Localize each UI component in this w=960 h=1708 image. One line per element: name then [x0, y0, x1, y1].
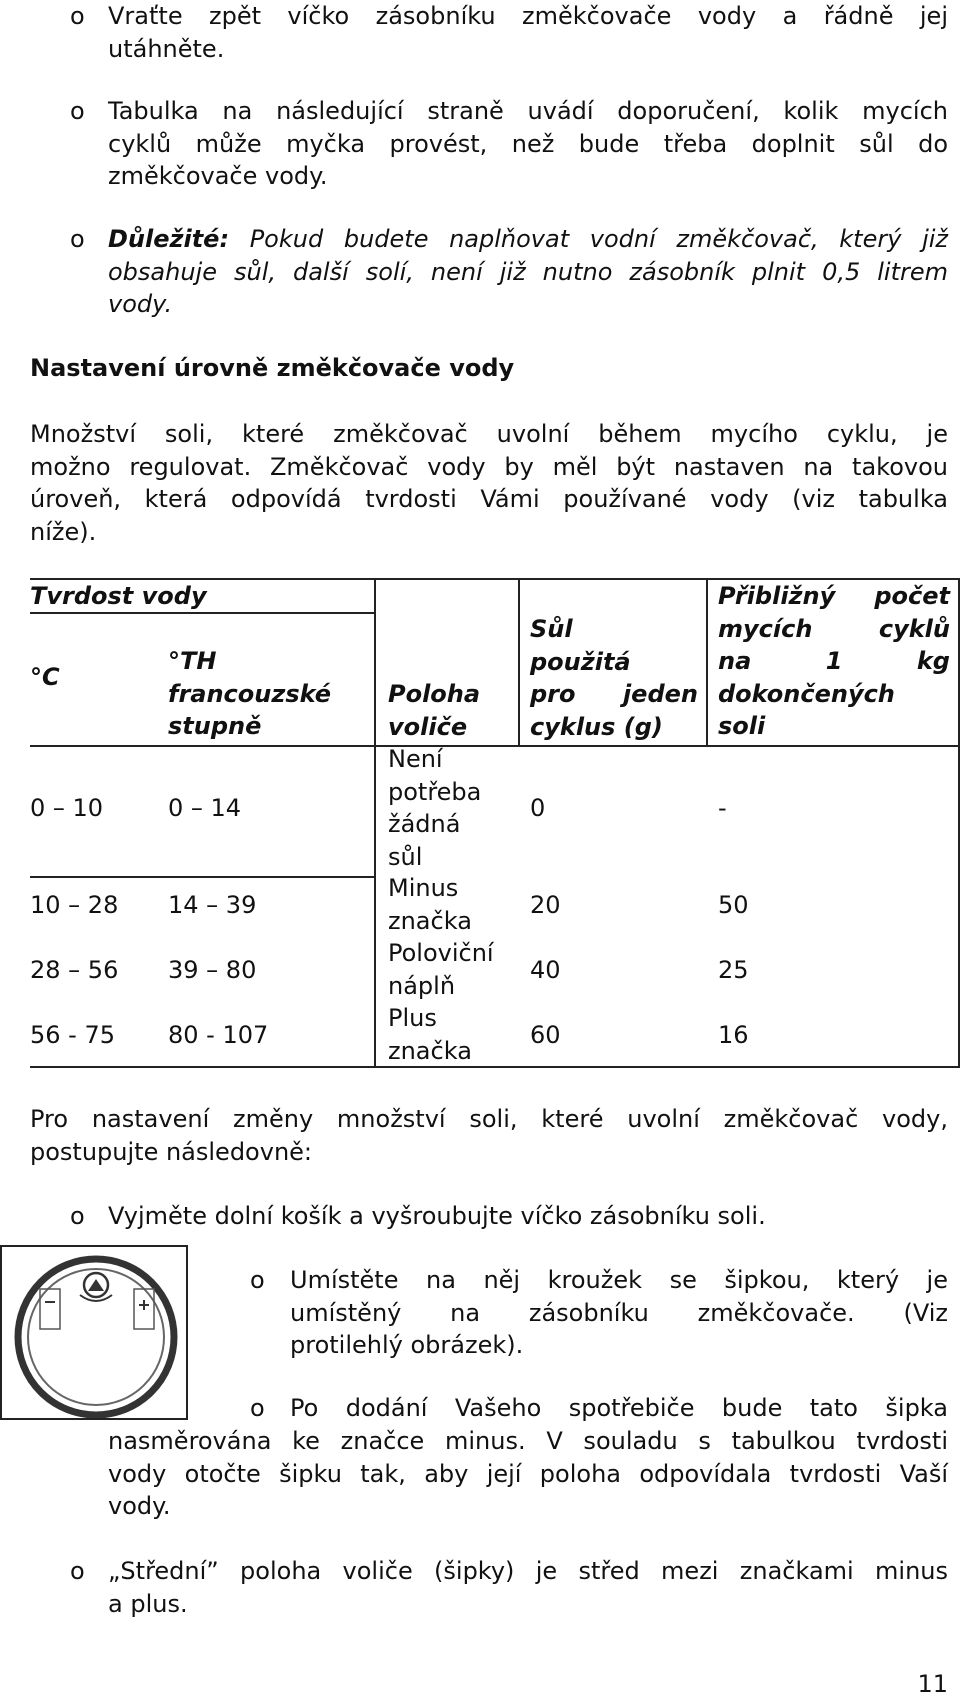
- bullet-place-ring: [290, 1264, 948, 1362]
- text-line: možno regulovat. Změkčovač vody by měl být nastaven na takovou: [30, 452, 948, 481]
- header-line: voliče: [388, 712, 468, 741]
- cell-cycles: 50: [718, 891, 749, 919]
- cell-selector-position: [388, 743, 481, 873]
- bullet-arrow-direction-continued: [108, 1425, 948, 1523]
- text-line: Vraťte zpět víčko zásobníku změkčovače vody a řádně jej: [108, 2, 948, 30]
- cell-salt-used: 60: [530, 1021, 561, 1049]
- header-line: francouzské: [168, 679, 331, 708]
- text-line: postupujte následovně:: [30, 1137, 312, 1166]
- text-line: Po dodání Vašeho spotřebiče bude tato šipka: [290, 1394, 948, 1422]
- cell-line: náplň: [388, 971, 456, 1000]
- text-line: Tabulka na následující straně uvádí doporučení, kolik mycích: [108, 97, 948, 125]
- cell-line: Minus: [388, 874, 459, 902]
- table-line: [706, 578, 708, 746]
- text-line: vody.: [108, 1492, 171, 1520]
- after-table-paragraph: [30, 1103, 948, 1168]
- text-line: Umístěte na něj kroužek se šipkou, který je: [290, 1266, 948, 1294]
- table-line: [518, 578, 520, 746]
- cell-line: Není: [388, 745, 443, 773]
- cell-cycles: 25: [718, 956, 749, 984]
- header-line: Sůl: [530, 615, 573, 643]
- text-line: „Střední” poloha voliče (šipky) je střed mezi značkami minus: [108, 1557, 948, 1585]
- text-line: protilehlý obrázek).: [290, 1331, 524, 1359]
- text-line: Množství soli, které změkčovač uvolní během mycího cyklu, je: [30, 420, 948, 448]
- bullet-remove-basket: Vyjměte dolní košík a vyšroubujte víčko zásobníku soli.: [108, 1202, 766, 1230]
- cell-cycles: 16: [718, 1021, 749, 1049]
- header-selector-position: [388, 678, 480, 743]
- section-heading: Nastavení úrovně změkčovače vody: [30, 354, 515, 382]
- header-line: soli: [718, 712, 766, 740]
- bullet-marker: o: [70, 2, 85, 30]
- cell-french-degrees: 39 – 80: [168, 956, 257, 984]
- bullet-marker: o: [250, 1266, 265, 1294]
- important-label: Důležité:: [108, 225, 230, 253]
- cell-salt-used: 20: [530, 891, 561, 919]
- cell-line: Plus: [388, 1004, 437, 1032]
- bullet-middle-position: [108, 1555, 948, 1620]
- header-line: stupně: [168, 712, 262, 740]
- header-line: cyklus (g): [530, 712, 663, 741]
- bullet-marker: o: [70, 97, 85, 125]
- cell-french-degrees: 80 - 107: [168, 1021, 269, 1049]
- bullet-marker: o: [70, 1202, 85, 1230]
- text-line: obsahuje sůl, další solí, není již nutno zásobník plnit 0,5 litrem: [108, 257, 948, 286]
- header-french-degrees: [168, 645, 331, 743]
- header-line: °TH: [168, 647, 217, 675]
- page-number: 11: [917, 1670, 948, 1698]
- header-cycles-per-kg: [718, 580, 950, 743]
- table-line: [30, 745, 960, 747]
- cell-celsius: 0 – 10: [30, 794, 104, 822]
- cell-line: Poloviční: [388, 939, 494, 967]
- cell-line: potřeba: [388, 777, 482, 806]
- bullet-important: [108, 223, 948, 321]
- cell-selector-position: [388, 937, 494, 1002]
- text-line: vody.: [108, 290, 173, 318]
- cell-celsius: 28 – 56: [30, 956, 119, 984]
- header-line: použitá: [530, 647, 631, 676]
- water-hardness-table: [30, 578, 960, 1068]
- cell-cycles: -: [718, 794, 727, 822]
- text-line: nasměrována ke značce minus. V souladu s tabulkou tvrdosti: [108, 1427, 948, 1455]
- cell-selector-position: [388, 1002, 472, 1067]
- table-line: [30, 1066, 960, 1068]
- cell-salt-used: 0: [530, 794, 546, 822]
- salt-dial-illustration: [0, 1245, 188, 1420]
- cell-celsius: 56 - 75: [30, 1021, 115, 1049]
- bullet-marker: o: [70, 225, 85, 253]
- intro-paragraph: [30, 418, 948, 548]
- text-line: změkčovače vody.: [108, 162, 328, 190]
- text-line: a plus.: [108, 1589, 188, 1618]
- header-line: dokončených: [718, 679, 895, 708]
- dial-drawing: [2, 1247, 186, 1418]
- table-line: [958, 578, 960, 1068]
- cell-french-degrees: 14 – 39: [168, 891, 257, 919]
- table-line: [30, 876, 374, 878]
- text-line: umístěný na zásobníku změkčovače. (Viz: [290, 1298, 948, 1327]
- cell-french-degrees: 0 – 14: [168, 794, 242, 822]
- text-line: cyklů může myčka provést, než bude třeba doplnit sůl do: [108, 129, 948, 158]
- text-line: Pokud budete naplňovat vodní změkčovač, který již: [229, 225, 948, 253]
- cell-salt-used: 40: [530, 956, 561, 984]
- cell-line: žádná: [388, 810, 461, 838]
- bullet-arrow-direction: [290, 1392, 948, 1425]
- table-line: [374, 578, 376, 1068]
- cell-celsius: 10 – 28: [30, 891, 119, 919]
- cell-line: značka: [388, 1036, 472, 1065]
- text-line: Pro nastavení změny množství soli, které uvolní změkčovač vody,: [30, 1105, 948, 1133]
- text-line: utáhněte.: [108, 34, 225, 63]
- cell-line: sůl: [388, 842, 423, 871]
- header-line: mycích cyklů: [718, 614, 950, 643]
- text-line: vody otočte šipku tak, aby její poloha odpovídala tvrdosti Vaší: [108, 1459, 948, 1488]
- text-line: úroveň, která odpovídá tvrdosti Vámi používané vody (viz tabulka: [30, 485, 948, 513]
- bullet-close-lid: [108, 0, 948, 65]
- header-line: Přibližný počet: [718, 582, 950, 610]
- header-water-hardness: Tvrdost vody: [30, 582, 207, 610]
- cell-line: značka: [388, 906, 472, 935]
- header-salt-used: [530, 613, 698, 743]
- bullet-table-info: [108, 95, 948, 193]
- header-line: pro jeden: [530, 680, 698, 708]
- header-line: na 1 kg: [718, 647, 950, 675]
- bullet-marker: o: [70, 1557, 85, 1585]
- header-celsius: °C: [30, 663, 60, 691]
- cell-selector-position: [388, 872, 472, 937]
- text-line: níže).: [30, 517, 97, 546]
- bullet-marker: o: [250, 1394, 265, 1422]
- header-line: Poloha: [388, 680, 481, 708]
